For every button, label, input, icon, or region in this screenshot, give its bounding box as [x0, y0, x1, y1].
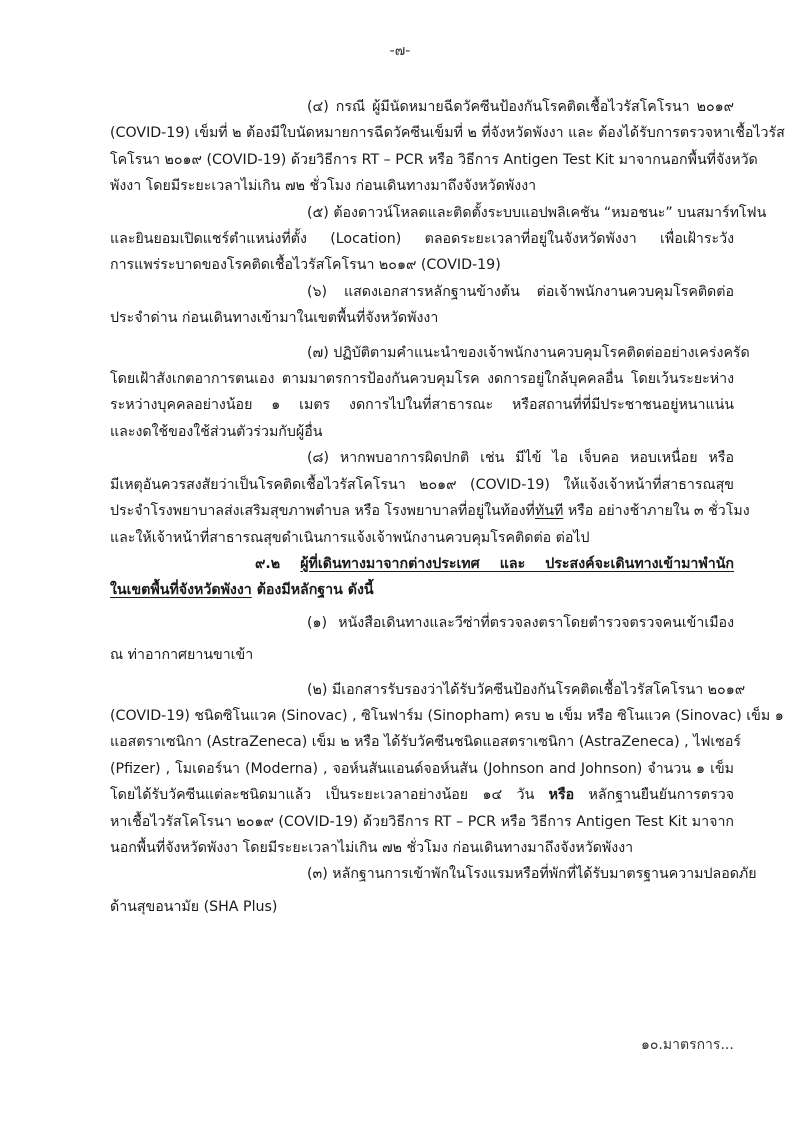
sub-1-paragraph [110, 610, 734, 669]
text-line: ด้านสุขอนามัย (SHA Plus) [110, 898, 278, 915]
text-line: นอกพื้นที่จังหวัดพังงา โดยมีระยะเวลาไม่เกิน ๗๒ ชั่วโมง ก่อนเดินทางมาถึงจังหวัดพังงา [110, 839, 634, 856]
continuation-marker: ๑๐.มาตรการ... [641, 1037, 734, 1053]
item-8-paragraph [110, 445, 750, 551]
text-line: และยินยอมเปิดแชร์ตำแหน่งที่ตั้ง (Location) ตลอดระยะเวลาที่อยู่ในจังหวัดพังงา เพื่อเฝ้าระวัง [110, 231, 734, 248]
item-7-paragraph [110, 340, 750, 446]
text-line: ณ ท่าอากาศยานขาเข้า [110, 647, 254, 664]
text-line: โคโรนา ๒๐๑๙ (COVID-19) ด้วยวิธีการ RT – PCR หรือ วิธีการ Antigen Test Kit มาจากนอกพื้นที่จังหวัด [110, 151, 758, 168]
text-line: (COVID-19) เข็มที่ ๒ ต้องมีใบนัดหมายการฉีดวัคซีนเข็มที่ ๒ ที่จังหวัดพังงา และ ต้องได้รับการตรวจหาเชื้อไวรัส [110, 125, 785, 142]
emphasis-or: หรือ [548, 787, 575, 804]
section-9-2-heading [110, 551, 734, 604]
text-line: (๖) แสดงเอกสารหลักฐานข้างต้น ต่อเจ้าพนักงานควบคุมโรคติดต่อ [307, 283, 734, 300]
item-6-paragraph [110, 279, 734, 332]
text-line: พังงา โดยมีระยะเวลาไม่เกิน ๗๒ ชั่วโมง ก่อนเดินทางมาถึงจังหวัดพังงา [110, 178, 537, 195]
section-heading-line: ในเขตพื้นที่จังหวัดพังงา ต้องมีหลักฐาน ดังนี้ [110, 582, 374, 599]
text-line: โดยเฝ้าสังเกตอาการตนเอง ตามมาตรการป้องกันควบคุมโรค งดการอยู่ใกล้บุคคลอื่น โดยเว้นระยะห่าง [110, 371, 734, 388]
text-line: (๗) ปฏิบัติตามคำแนะนำของเจ้าพนักงานควบคุมโรคติดต่ออย่างเคร่งครัด [307, 344, 750, 361]
text-line: หาเชื้อไวรัสโคโรนา ๒๐๑๙ (COVID-19) ด้วยวิธีการ RT – PCR หรือ วิธีการ Antigen Test Kit มาจาก [110, 813, 734, 830]
text-line: (COVID-19) ชนิดซิโนแวค (Sinovac) , ซิโนฟาร์ม (Sinopham) ครบ ๒ เข็ม หรือ ซิโนแวค (Sinovac) เข็ม ๑ [110, 707, 784, 724]
text-line: โดยได้รับวัคซีนแต่ละชนิดมาแล้ว เป็นระยะเวลาอย่างน้อย ๑๔ วัน หรือ หลักฐานยืนยันการตรวจ [110, 787, 735, 804]
document-body [110, 94, 785, 920]
text-line: (๒) มีเอกสารรับรองว่าได้รับวัคซีนป้องกันโรคติดเชื้อไวรัสโคโรนา ๒๐๑๙ [307, 681, 746, 698]
text-line: แอสตราเซนิกา (AstraZeneca) เข็ม ๒ หรือ ได้รับวัคซีนชนิดแอสตราเซนิกา (AstraZeneca) , ไฟเซอร์ [110, 734, 741, 751]
sub-3-paragraph [110, 861, 757, 920]
text-line: ประจำด่าน ก่อนเดินทางเข้ามาในเขตพื้นที่จังหวัดพังงา [110, 310, 439, 327]
text-line: และงดใช้ของใช้ส่วนตัวร่วมกับผู้อื่น [110, 423, 323, 440]
page-number: -๗- [389, 43, 411, 59]
item-5-paragraph [110, 200, 767, 279]
item-4-paragraph [110, 94, 785, 200]
text-line: และให้เจ้าหน้าที่สาธารณสุขดำเนินการแจ้งเจ้าพนักงานควบคุมโรคติดต่อ ต่อไป [110, 529, 590, 546]
text-line: มีเหตุอันควรสงสัยว่าเป็นโรคติดเชื้อไวรัสโคโรนา ๒๐๑๙ (COVID-19) ให้แจ้งเจ้าหน้าที่สาธารณสุข [110, 476, 734, 493]
text-line: (๔) กรณี ผู้มีนัดหมายฉีดวัคซีนป้องกันโรคติดเชื้อไวรัสโคโรนา ๒๐๑๙ [307, 99, 734, 115]
text-line: (๑) หนังสือเดินทางและวีซ่าที่ตรวจลงตราโดยตำรวจตรวจคนเข้าเมือง [307, 614, 734, 631]
sub-2-paragraph [110, 677, 784, 862]
emphasis-immediately: ทันที [534, 503, 564, 520]
section-heading-line: ๙.๒ ผู้ที่เดินทางมาจากต่างประเทศ และ ประสงค์จะเดินทางเข้ามาพำนัก [255, 555, 735, 572]
text-line: ประจำโรงพยาบาลส่งเสริมสุขภาพตำบล หรือ โรงพยาบาลที่อยู่ในท้องที่ทันที หรือ อย่างช้าภายใน ๓ ชั่วโมง [110, 503, 750, 520]
text-line: (๕) ต้องดาวน์โหลดและติดตั้งระบบแอปพลิเคชัน “หมอชนะ” บนสมาร์ทโฟน [307, 204, 767, 221]
text-line: ระหว่างบุคคลอย่างน้อย ๑ เมตร งดการไปในที่สาธารณะ หรือสถานที่ที่มีประชาชนอยู่หนาแน่น [110, 397, 734, 414]
text-line: การแพร่ระบาดของโรคติดเชื้อไวรัสโคโรนา ๒๐๑๙ (COVID-19) [110, 257, 501, 274]
text-line: (Pfizer) , โมเดอร์นา (Moderna) , จอห์นสันแอนด์จอห์นสัน (Johnson and Johnson) จำนวน ๑ เข็ม [110, 760, 734, 777]
text-line: (๘) หากพบอาการผิดปกติ เช่น มีไข้ ไอ เจ็บคอ หอบเหนื่อย หรือ [307, 450, 734, 467]
text-line: (๓) หลักฐานการเข้าพักในโรงแรมหรือที่พักที่ได้รับมาตรฐานความปลอดภัย [307, 866, 757, 883]
